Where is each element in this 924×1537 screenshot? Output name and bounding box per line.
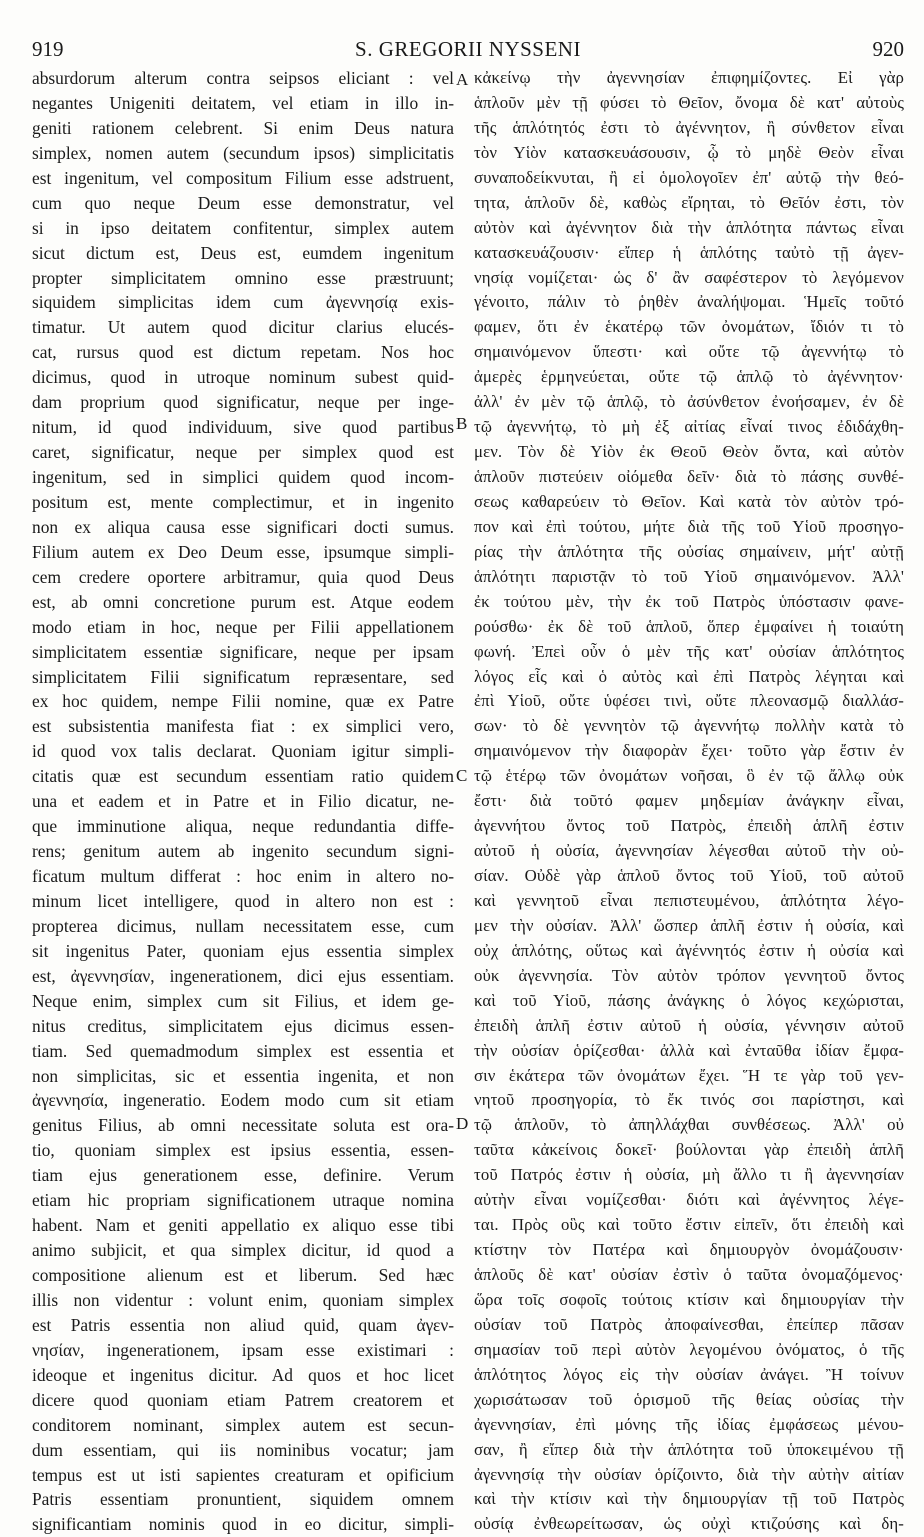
greek-text-line: νητοῦ προσηγορία, τὸ ἔκ τινός σοι παρίστησι, καὶ bbox=[474, 1090, 904, 1110]
greek-text-line: τῷ ἁπλοῦν, τὸ ἀπηλλάχθαι συνθέσεως. Ἀλλ' οὐ bbox=[474, 1115, 904, 1135]
greek-text-line: ἀγεννησίᾳ τὴν οὐσίαν ὁρίζοιντο, διὰ τὴν αὐτὴν αἰτίαν bbox=[474, 1464, 904, 1484]
latin-text-line: dicimus, quod in utroque nominum subest quid- bbox=[32, 367, 454, 388]
latin-text-line: Patris essentiam pronuntient, siquidem omnem bbox=[32, 1489, 454, 1510]
greek-text-line: ἔστι· διὰ τοῦτό φαμεν μηδεμίαν ἀνάγκην εἶναι, bbox=[474, 791, 904, 811]
greek-text-line: ρούσθω· ἐκ δὲ τοῦ ἁπλοῦ, ὅπερ ἐμφαίνει ἡ τοιαύτη bbox=[474, 616, 904, 636]
page-number-right: 920 bbox=[872, 37, 904, 61]
greek-text-line: ἁπλοῦς δὲ κατ' οὐσίαν ἐστὶν ὁ ταῦτα ὀνομαζόμενος· bbox=[474, 1265, 904, 1284]
latin-text-line: animo subjicit, et qua simplex dicitur, id quod a bbox=[32, 1240, 454, 1261]
latin-text-line: compositione alienum est et liberum. Sed hæc bbox=[32, 1265, 454, 1285]
greek-text-line: ἐπειδὴ ἁπλῆ ἐστιν αὐτοῦ ἡ οὐσία, γέννησιν αὐτοῦ bbox=[474, 1015, 904, 1035]
section-marker-b: B bbox=[456, 414, 468, 433]
greek-text-line: οὐσίᾳ ἐνθεωρείτωσαν, ὡς οὐχὶ κτιζούσης καὶ δη- bbox=[474, 1514, 904, 1534]
greek-text-line: σων· τὸ δὲ γεννητὸν τῷ ἀγεννήτῳ πολλὴν κατὰ τὸ bbox=[474, 716, 904, 736]
greek-text-line: αὐτὸν καὶ ἀγέννητον διὰ τὴν ἁπλότητα πάντως εἶναι bbox=[474, 217, 904, 237]
greek-text-line: αὐτοῦ ἡ οὐσία, ἀγεννησίαν λέγεσθαι αὐτοῦ τὴν οὐ- bbox=[474, 841, 904, 861]
latin-text-line: sicut dictum est, Deus est, eumdem ingenitum bbox=[32, 242, 454, 263]
greek-text-line: σαν, ἢ εἴπερ διὰ τὴν ἁπλότητα τοῦ ὑποκειμένου τῇ bbox=[474, 1439, 904, 1459]
latin-text-line: ex hoc quidem, nempe Filii nomine, quæ ex Patre bbox=[32, 691, 454, 712]
latin-text-line: nitum, id quod individuum, sive quod partibus bbox=[32, 417, 454, 438]
greek-text-line: οὐσίαν τοῦ Πατρὸς ἀποφαίνεσθαι, ἐπείπερ πᾶσαν bbox=[474, 1314, 904, 1334]
greek-text-line: οὐχ ἁπλότης, οὕτως καὶ ἀγέννητός ἐστιν ἡ οὐσία καὶ bbox=[474, 940, 904, 960]
greek-text-line: σιν ἑκάτερα τῶν ὀνομάτων ἔχει. Ἥ τε γὰρ τοῦ γεν- bbox=[474, 1065, 904, 1085]
greek-text-line: νησίᾳ νομίζεται· ὡς δ' ἂν σαφέστερον τὸ λεγόμενον bbox=[474, 267, 904, 287]
latin-text-line: negantes Unigeniti deitatem, vel etiam in illo in- bbox=[32, 92, 454, 113]
greek-text-line: αὐτὴν εἶναι νομίζεσθαι· διότι καὶ ἀγέννητος λέγε- bbox=[474, 1190, 904, 1210]
latin-text-line: tiam. Sed quemadmodum simplex est essentia et bbox=[32, 1040, 454, 1061]
section-marker-a: A bbox=[456, 70, 469, 89]
greek-text-line: ἁπλοῦν μὲν τῇ φύσει τὸ Θεῖον, ὄνομα δὲ κατ' αὐτοὺς bbox=[474, 92, 904, 112]
running-title: S. GREGORII NYSSENI bbox=[355, 37, 581, 61]
greek-text-line: ὥρα τοῖς σοφοῖς τούτοις κτίσιν καὶ δημιουργίαν τὴν bbox=[474, 1289, 904, 1309]
latin-text-line: Filium autem ex Deo Deum esse, ipsumque simpli- bbox=[32, 541, 454, 562]
latin-text-line: caret, significatur, neque per simplex quod est bbox=[32, 442, 454, 463]
latin-text-line: timatur. Ut autem quod dicitur clarius elucés- bbox=[32, 317, 454, 338]
latin-text-line: non simplicitas, sic et essentia ingenita, et non bbox=[32, 1065, 454, 1086]
section-marker-c: C bbox=[456, 766, 468, 785]
latin-text-line: etiam hic propriam significationem utraque nomina bbox=[32, 1190, 454, 1211]
latin-text-line: Neque enim, simplex cum sit Filius, et idem ge- bbox=[32, 990, 454, 1011]
latin-text-line: tio, quoniam simplex est ipsius essentia, essen- bbox=[32, 1140, 454, 1161]
latin-text-line: tiam ejus generationem esse, definire. Verum bbox=[32, 1165, 454, 1186]
latin-text-line: una et eadem et in Patre et in Filio dicatur, ne- bbox=[32, 791, 454, 812]
greek-text-line: συναποδείκνυται, ἢ εἰ ὁμολογοῖεν ἐπ' αὐτῷ τὴν θεό- bbox=[474, 167, 904, 187]
greek-text-line: λόγος εἷς καὶ ὁ αὐτὸς καὶ ἐπὶ Πατρὸς λέγηται καὶ bbox=[474, 666, 904, 686]
latin-text-line: est subsistentia manifesta fiat : ex simplici vero, bbox=[32, 716, 454, 737]
greek-text-line: τοῦ Πατρός ἐστιν ἡ οὐσία, μὴ ἄλλο τι ἢ ἀγεννησίαν bbox=[474, 1165, 904, 1185]
latin-text-line: nitus creditus, simplicitatem ejus dicimus essen- bbox=[32, 1015, 454, 1036]
latin-text-line: citatis quæ est secundum essentiam ratio quidem bbox=[32, 766, 454, 787]
latin-text-line: id quod vox talis declarat. Quoniam igitur simpli- bbox=[32, 741, 454, 762]
greek-text-line: σημασίαν τοῦ περὶ αὐτὸν λεγομένου ὀνόματος, ὁ τῆς bbox=[474, 1339, 904, 1359]
greek-text-line: τὸν Υἱὸν κατασκευάσουσιν, ᾧ τὸ μηδὲ Θεὸν εἶναι bbox=[474, 142, 904, 162]
latin-text-line: cem credere oportere arbitramur, quia quod Deus bbox=[32, 566, 454, 587]
latin-text-line: habent. Nam et geniti appellatio ex aliquo esse tibi bbox=[32, 1215, 454, 1236]
latin-text-line: propterea dicimus, nullam necessitatem esse, cum bbox=[32, 915, 454, 936]
latin-text-line: si in ipso deitatem confitentur, simplex autem bbox=[32, 217, 454, 238]
greek-text-line: καὶ τοῦ Υἱοῦ, πάσης ἀνάγκης ὁ λόγος κεχώρισται, bbox=[474, 990, 904, 1010]
latin-text-line: propter simplicitatem omnino esse præstruunt; bbox=[32, 267, 454, 288]
greek-text-line: ἀμερὲς ἑρμηνεύεται, οὔτε τῷ ἁπλῷ τὸ ἀγέννητον· bbox=[474, 367, 904, 387]
latin-text-line: dam proprium quod significatur, neque per inge- bbox=[32, 392, 454, 413]
latin-text-line: positum est, mente complectimur, et in ingenito bbox=[32, 491, 454, 512]
latin-text-line: genitus Filius, ab omni necessitate soluta est ora- bbox=[32, 1115, 454, 1136]
greek-text-line: ἁπλότητος λόγος εἰς τὴν οὐσίαν ἀνάγει. Ἢ τοίνυν bbox=[474, 1364, 904, 1384]
latin-text-line: est ingenitum, vel compositum Filium esse adstruent, bbox=[32, 167, 454, 188]
greek-text-line: μεν. Τὸν δὲ Υἱὸν ἐκ Θεοῦ Θεὸν ὄντα, καὶ αὐτὸν bbox=[474, 442, 904, 462]
latin-text-line: simplex, nomen autem (secundum ipsos) simplicitatis bbox=[32, 142, 454, 163]
latin-text-line: dicere quod quoniam etiam Patrem creatorem et bbox=[32, 1389, 454, 1410]
latin-text-line: ideoque et ingenitus dicitur. Ad quos et hoc licet bbox=[32, 1364, 454, 1385]
greek-text-line: πον καὶ ἐπὶ τούτου, μήτε διὰ τῆς τοῦ Υἱοῦ προσηγο- bbox=[474, 516, 904, 536]
greek-text-line: ἁπλοῦν πιστεύειν οἰόμεθα δεῖν· διὰ τὸ πάσης συνθέ- bbox=[474, 467, 904, 486]
latin-text-line: non ex aliqua causa esse significari docti sumus. bbox=[32, 516, 454, 537]
greek-text-line: φωνή. Ἐπεὶ οὖν ὁ μὲν τῆς κατ' οὐσίαν ἁπλότητος bbox=[474, 641, 904, 661]
greek-text-line: ἀλλ' ἐν μὲν τῷ ἁπλῷ, τὸ ἀσύνθετον ἐνοήσαμεν, ἐν δὲ bbox=[474, 392, 904, 412]
latin-text-line: est Patris essentia non aliud quid, quam ἀγεν- bbox=[32, 1314, 454, 1335]
greek-text-line: τῷ ἑτέρῳ τῶν ὀνομάτων νοῆσαι, ὃ ἐν τῷ ἄλλῳ οὐκ bbox=[474, 766, 904, 786]
greek-text-line: ἐπὶ Υἱοῦ, οὔτε ὑφέσει τινὶ, οὔτε πλεονασμῷ διαλλάσ- bbox=[474, 691, 904, 711]
greek-text-line: ρίας τὴν ἁπλότητα τῆς οὐσίας σημαίνειν, μήτ' αὐτῇ bbox=[474, 541, 904, 561]
greek-text-line: σημαινόμενον τὴν διαφορὰν ἔχει· τοῦτο γὰρ ἔστιν ἐν bbox=[474, 741, 904, 761]
greek-text-line: τῷ ἀγεννήτῳ, τὸ μὴ ἐξ αἰτίας εἶναί τινος ἐδιδάχθη- bbox=[474, 417, 904, 437]
greek-text-line: τὴν οὐσίαν ὁρίζεσθαι· ἀλλὰ καὶ ἐνταῦθα ἰδίαν ἔμφα- bbox=[474, 1040, 904, 1060]
latin-text-line: rens; genitum autem ab ingenito secundum signi- bbox=[32, 841, 454, 862]
latin-text-line: sit ingenitus Pater, quoniam ejus essentia simplex bbox=[32, 940, 454, 961]
greek-text-line: ἀγεννήτου ὄντος τοῦ Πατρὸς, ἐπειδὴ ἁπλῆ ἐστιν bbox=[474, 816, 904, 836]
latin-text-line: conditorem nominant, simplex autem est secun- bbox=[32, 1414, 454, 1435]
greek-text-line: τητα, ἁπλοῦν δὲ, καθὼς εἴρηται, τὸ Θεῖόν ἐστι, τὸν bbox=[474, 192, 904, 212]
latin-column bbox=[32, 66, 454, 1537]
latin-text-line: significantiam nominis quod in eo dicitur, simpli- bbox=[32, 1514, 454, 1535]
greek-text-line: σεως καθαρεύειν τὸ Θεῖον. Καὶ κατὰ τὸν αὐτὸν τρό- bbox=[474, 491, 904, 511]
greek-text-line: ταῦτα κἀκείνοις δοκεῖ· βούλονται γὰρ ἐπειδὴ ἁπλῆ bbox=[474, 1140, 904, 1160]
latin-text-line: ingenitum, sed in simplici quidem quod incom- bbox=[32, 467, 454, 487]
latin-text-line: modo etiam in hoc, neque per Filii appellationem bbox=[32, 616, 454, 637]
latin-text-line: absurdorum alterum contra seipsos eliciant : vel bbox=[32, 68, 454, 88]
latin-text-line: dum essentiam, qui iis nominibus vocatur; jam bbox=[32, 1439, 454, 1460]
section-marker-d: D bbox=[456, 1114, 469, 1133]
greek-text-line: κἀκείνῳ τὴν ἀγεννησίαν ἐπιφημίζοντες. Εἰ γὰρ bbox=[474, 68, 904, 87]
page-number-left: 919 bbox=[32, 37, 64, 61]
greek-text-line: ἀγεννησίαν, ἐπὶ μόνης τῆς ἰδίας ἐμφάσεως μένου- bbox=[474, 1414, 904, 1434]
latin-text-line: tempus est ut isti sapientes creaturam et opificium bbox=[32, 1464, 454, 1485]
greek-column bbox=[474, 66, 904, 1537]
greek-text-line: ἁπλότητι παριστᾷν τὸ τοῦ Υἱοῦ σημαινόμενον. Ἀλλ' bbox=[474, 566, 904, 586]
greek-text-line: τῆς ἁπλότητός ἐστι τὸ ἀγέννητον, ἢ σύνθετον εἶναι bbox=[474, 117, 904, 137]
latin-text-line: cum quo neque Deum esse demonstratur, vel bbox=[32, 192, 454, 213]
latin-text-line: ἀγεννησία, ingeneratio. Eodem modo cum sit etiam bbox=[32, 1090, 454, 1111]
greek-text-line: φαμεν, ὅτι ἐν ἑκατέρῳ τῶν ὀνομάτων, ἴδιόν τι τὸ bbox=[474, 317, 904, 337]
latin-text-line: ficatum multum differat : hoc enim in altero no- bbox=[32, 866, 454, 886]
latin-text-line: illis non videntur : volunt enim, quoniam simplex bbox=[32, 1289, 454, 1310]
latin-text-line: simplicitatem Filii significatum repræsentare, sed bbox=[32, 666, 454, 687]
greek-text-line: ται. Πρὸς οὓς καὶ τοῦτο ἔστιν εἰπεῖν, ὅτι ἐπειδὴ καὶ bbox=[474, 1215, 904, 1235]
greek-text-line: σημαινόμενον ὕπεστι· καὶ οὔτε τῷ ἀγεννήτῳ τὸ bbox=[474, 342, 904, 362]
greek-text-line: κατασκευάζουσιν· εἴπερ ἡ ἁπλότης ταὐτὸ τῇ ἀγεν- bbox=[474, 242, 904, 262]
greek-text-line: κτίστην τὸν Πατέρα καὶ δημιουργὸν ὀνομάζουσιν· bbox=[474, 1240, 904, 1260]
greek-text-line: καὶ γεννητοῦ εἶναι πεπιστευμένου, ἁπλότητα λέγο- bbox=[474, 890, 904, 910]
latin-text-line: siquidem simplicitas idem cum ἀγεννησίᾳ exis- bbox=[32, 292, 454, 313]
latin-text-line: geniti rationem celebrent. Si enim Deus natura bbox=[32, 117, 454, 138]
latin-text-line: cat, rursus quod est dictum repetam. Nos hoc bbox=[32, 342, 454, 363]
greek-text-line: χωρισάτωσαν τοῦ ὁρισμοῦ τῆς θείας οὐσίας τὴν bbox=[474, 1389, 904, 1409]
greek-text-line: καὶ τὴν κτίσιν καὶ τὴν δημιουργίαν τῇ τοῦ Πατρὸς bbox=[474, 1489, 904, 1509]
greek-text-line: ἐκ τούτου μὲν, τὴν ἐκ τοῦ Πατρὸς ὑπόστασιν φανε- bbox=[474, 591, 904, 611]
page-header bbox=[32, 34, 904, 64]
latin-text-line: que imminutione aliqua, neque redundantia diffe- bbox=[32, 816, 454, 837]
latin-text-line: minum licet intelligere, quod in altero non est : bbox=[32, 890, 454, 911]
greek-text-line: σίαν. Οὐδὲ γὰρ ἁπλοῦ ὄντος τοῦ Υἱοῦ, τοῦ αὐτοῦ bbox=[474, 866, 904, 885]
latin-text-line: νησίαν, ingenerationem, ipsam esse existimari : bbox=[32, 1339, 454, 1360]
greek-text-line: οὐκ ἀγεννησία. Τὸν αὐτὸν τρόπον γεννητοῦ ὄντος bbox=[474, 965, 904, 985]
greek-text-line: γένοιτο, πάλιν τὸ ῥηθὲν ἀναλήψομαι. Ἡμεῖς τοῦτό bbox=[474, 292, 904, 312]
latin-text-line: simplicitatem essentiæ significare, neque per ipsam bbox=[32, 641, 454, 662]
greek-text-line: μεν τὴν οὐσίαν. Ἀλλ' ὥσπερ ἁπλῆ ἐστιν ἡ οὐσία, καὶ bbox=[474, 915, 904, 935]
latin-text-line: est, ab omni concretione purum est. Atque eodem bbox=[32, 591, 454, 612]
latin-text-line: est, ἀγεννησίαν, ingenerationem, dici ejus essentiam. bbox=[32, 965, 454, 986]
